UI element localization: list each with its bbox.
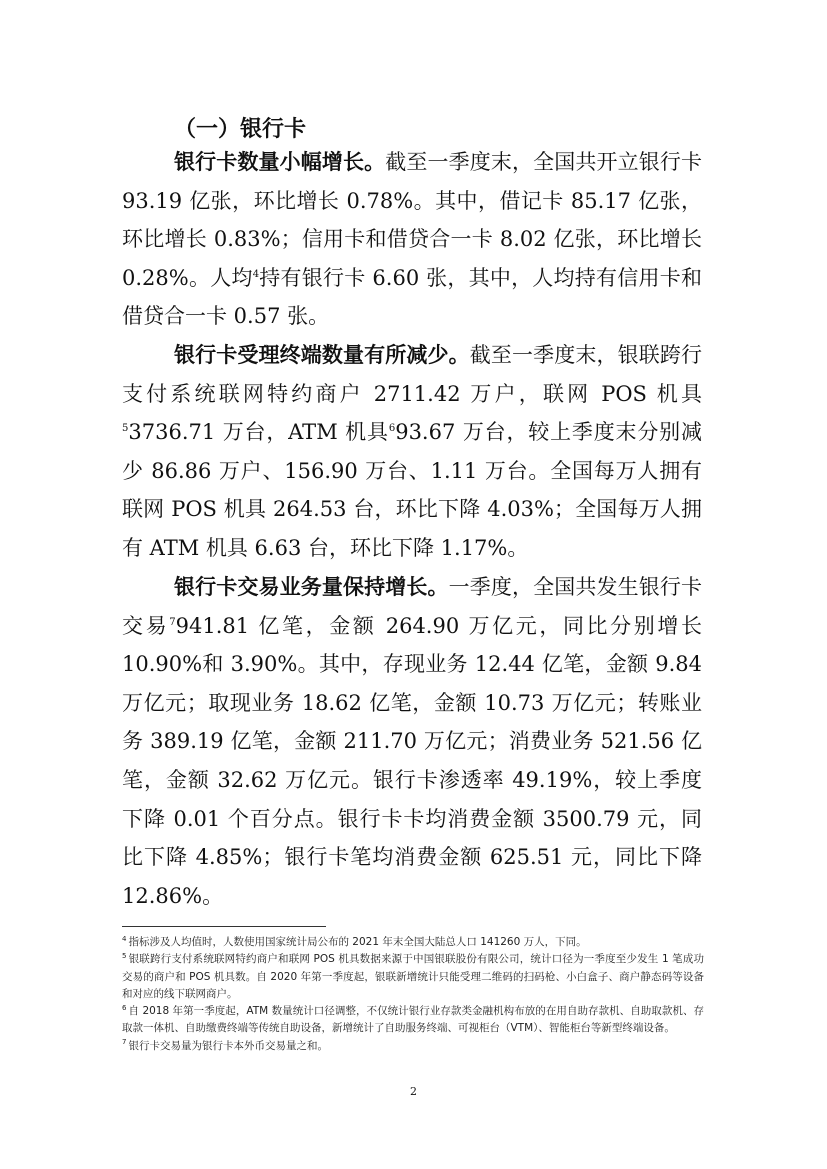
footnote-7 [122, 1038, 704, 1055]
footnote-divider [122, 926, 326, 927]
paragraph-lead: 银行卡数量小幅增长。 [174, 150, 386, 174]
footnote-ref-4[interactable]: 4 [252, 268, 260, 280]
paragraph-text: 持有银行卡 6.60 张，其中，人均持有信用卡和借贷合一卡 0.57 张。 [122, 265, 702, 329]
footnote-mark: 4 [122, 934, 127, 943]
section-heading: （一）银行卡 [174, 117, 307, 142]
footnotes [122, 934, 704, 1055]
footnote-mark: 5 [122, 951, 127, 960]
paragraph-text: 93.67 万台，较上季度末分别减少 86.86 万户、156.90 万台、1.11 万台。全国每万人拥有联网 POS 机具 264.53 台，环比下降 4.03%；全国每万人拥有 ATM 机具 6.63 台，环比下降 1.17%。 [122, 420, 703, 560]
paragraph-text: 941.81 亿笔，金额 264.90 万亿元，同比分别增长 10.90%和 3.90%。其中，存现业务 12.44 亿笔，金额 9.84 万亿元；取现业务 18.62 亿笔，金额 10.73 万亿元；转账业务 389.19 亿笔，金额 211.70 万亿元；消费业务 521.56 亿笔，金额 32.62 万亿元。银行卡渗透率 49.19%，较上季度下降 0.01 个百分点。银行卡卡均消费金额 3500.79 元，同比下降 4.85%；银行卡笔均消费金额 625.51 元，同比下降 12.86%。 [122, 613, 703, 908]
paragraph-text: 3736.71 万台，ATM 机具 [128, 420, 389, 445]
footnote-mark: 7 [122, 1038, 127, 1047]
paragraph-transactions [122, 568, 702, 915]
footnote-6 [122, 1003, 704, 1038]
footnote-mark: 6 [122, 1003, 127, 1012]
footnote-text: 银联跨行支付系统联网特约商户和联网 POS 机具数据来源于中国银联股份有限公司，统计口径为一季度至少发生 1 笔成功交易的商户和 POS 机具数。自 2020 年第一季度起，银联新增统计只能受理二维码的扫码枪、小白盒子、商户静态码等设备和对应的线下联网商户。 [122, 953, 704, 1000]
paragraph-card-quantity [122, 143, 702, 336]
paragraph-text: 截至一季度末，全国共开立银行卡 93.19 亿张，环比增长 0.78%。其中，借记卡 85.17 亿张，环比增长 0.83%；信用卡和借贷合一卡 8.02 亿张，环比增长 0.28%。人均 [122, 150, 702, 290]
paragraph-lead: 银行卡交易业务量保持增长。 [174, 575, 449, 599]
footnote-ref-5[interactable]: 5 [122, 423, 129, 435]
paragraph-terminals [122, 336, 702, 568]
footnote-ref-6[interactable]: 6 [388, 423, 396, 435]
paragraph-text: 一季度，全国共发生银行卡交易 [122, 575, 702, 638]
footnote-text: 自 2018 年第一季度起，ATM 数量统计口径调整，不仅统计银行业存款类金融机构布放的在用自助存款机、自助取款机、存取款一体机、自助缴费终端等传统自助设备，新增统计了自助服务终端、可视柜台（VTM）、智能柜台等新型终端设备。 [122, 1005, 704, 1035]
paragraph-text: 截至一季度末，银联跨行支付系统联网特约商户 2711.42 万户，联网 POS 机具 [122, 343, 702, 406]
footnote-ref-7[interactable]: 7 [169, 616, 176, 628]
footnote-4 [122, 934, 704, 951]
footnote-5 [122, 951, 704, 1003]
page-number: 2 [410, 1085, 417, 1098]
paragraph-lead: 银行卡受理终端数量有所减少。 [174, 343, 470, 367]
footnote-text: 指标涉及人均值时，人数使用国家统计局公布的 2021 年末全国大陆总人口 141260 万人，下同。 [128, 936, 587, 948]
footnote-text: 银行卡交易量为银行卡本外币交易量之和。 [128, 1039, 328, 1052]
